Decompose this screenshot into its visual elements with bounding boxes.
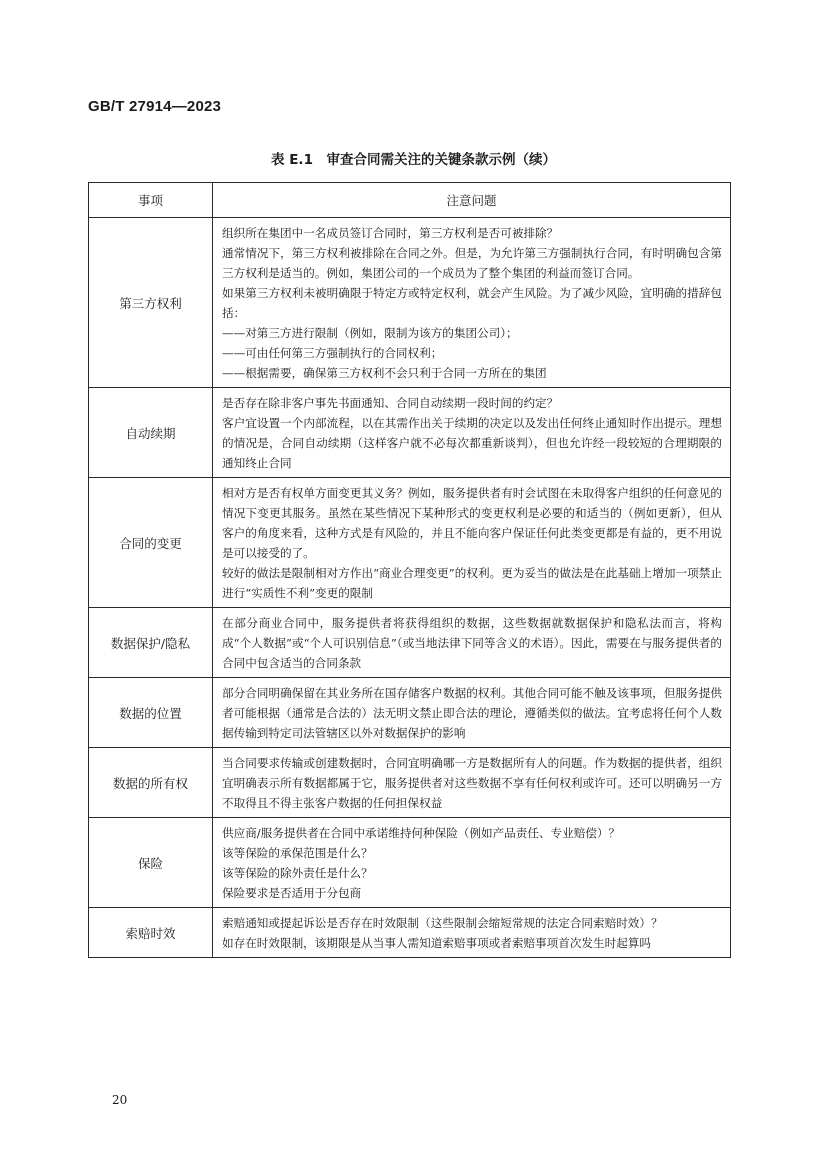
paragraph: 该等保险的承保范围是什么？ [222,846,373,860]
table-row [89,608,731,678]
table-row [89,748,731,818]
page-number: 20 [112,1093,128,1107]
row-topic: 自动续期 [89,388,213,478]
paragraph: 如存在时效限制，该期限是从当事人需知道索赔事项或者索赔事项首次发生时起算吗 [222,936,651,950]
paragraph: 保险要求是否适用于分包商 [222,886,362,900]
paragraph: 在部分商业合同中，服务提供者将获得组织的数据，这些数据就数据保护和隐私法而言，将构成“个人数据”或“个人可识别信息”（或当地法律下同等含义的术语）。因此，需要在与服务提供者的合同中包含适当的合同条款 [222,616,722,670]
paragraph: 组织所在集团中一名成员签订合同时，第三方权利是否可被排除？ [222,226,559,240]
table-row [89,908,731,958]
table-row [89,818,731,908]
table-header-row [89,183,731,218]
paragraph: 当合同要求传输或创建数据时，合同宜明确哪一方是数据所有人的问题。作为数据的提供者，组织宜明确表示所有数据都属于它，服务提供者对这些数据不享有任何权利或许可。还可以明确另一方不取得且不得主张客户数据的任何担保权益 [222,756,722,810]
list-item: ——对第三方进行限制（例如，限制为该方的集团公司）； [222,326,518,340]
table-row [89,478,731,608]
paragraph: 客户宜设置一个内部流程，以在其需作出关于续期的决定以及发出任何终止通知时作出提示。理想的情况是，合同自动续期（这样客户就不必每次都重新谈判），但也允许经一段较短的合理期限的通知终止合同 [222,416,722,470]
table-row [89,218,731,388]
column-header-topic: 事项 [89,183,213,218]
row-topic: 合同的变更 [89,478,213,608]
paragraph: 如果第三方权利未被明确限于特定方或特定权利，就会产生风险。为了减少风险，宜明确的措辞包括： [222,286,722,320]
paragraph: 索赔通知或提起诉讼是否存在时效限制（这些限制会缩短常规的法定合同索赔时效）？ [222,916,663,930]
row-topic: 数据的所有权 [89,748,213,818]
list-item: ——根据需要，确保第三方权利不会只利于合同一方所在的集团 [222,366,547,380]
table-row [89,388,731,478]
paragraph: 相对方是否有权单方面变更其义务？例如，服务提供者有时会试图在未取得客户组织的任何意见的情况下变更其服务。虽然在某些情况下某种形式的变更权利是必要的和适当的（例如更新），但从客户的角度来看，这种方式是有风险的，并且不能向客户保证任何此类变更都是有益的，更不用说是可以接受的了。 [222,486,722,560]
row-content [213,748,731,818]
row-content [213,818,731,908]
list-item: ——可由任何第三方强制执行的合同权利； [222,346,443,360]
row-topic: 保险 [89,818,213,908]
standard-code: GB/T 27914—2023 [88,98,222,115]
table-row [89,678,731,748]
row-topic: 数据保护/隐私 [89,608,213,678]
row-content [213,908,731,958]
paragraph: 是否存在除非客户事先书面通知、合同自动续期一段时间的约定？ [222,396,559,410]
row-topic: 第三方权利 [89,218,213,388]
table-title: 表 E.1 审查合同需关注的关键条款示例（续） [271,152,556,168]
column-header-issues: 注意问题 [213,183,731,218]
paragraph: 通常情况下，第三方权利被排除在合同之外。但是，为允许第三方强制执行合同，有时明确包含第三方权利是适当的。例如，集团公司的一个成员为了整个集团的利益而签订合同。 [222,246,722,280]
row-content [213,478,731,608]
row-content [213,608,731,678]
paragraph: 供应商/服务提供者在合同中承诺维持何种保险（例如产品责任、专业赔偿）？ [222,826,621,840]
row-content [213,388,731,478]
paragraph: 较好的做法是限制相对方作出“商业合理变更”的权利。更为妥当的做法是在此基础上增加一项禁止进行“实质性不利”变更的限制 [222,566,722,600]
paragraph: 部分合同明确保留在其业务所在国存储客户数据的权利。其他合同可能不触及该事项，但服务提供者可能根据（通常是合法的）法无明文禁止即合法的理论，遵循类似的做法。宜考虑将任何个人数据传输到特定司法管辖区以外对数据保护的影响 [222,686,722,740]
row-topic: 索赔时效 [89,908,213,958]
row-topic: 数据的位置 [89,678,213,748]
clauses-table [88,182,731,958]
row-content [213,218,731,388]
paragraph: 该等保险的除外责任是什么？ [222,866,373,880]
row-content [213,678,731,748]
